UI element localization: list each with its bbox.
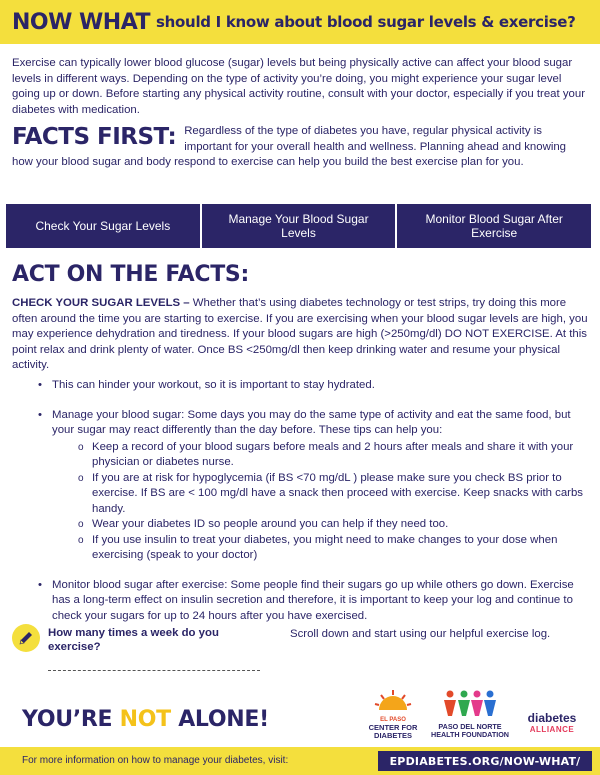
check-sugar-text: Whether that’s using diabetes technology or test strips, try doing this more often around the time you are starting to exercise. If you are exercising when your blood sugar levels are high, you may experience dehydration and tiredness. If your blood sugars are high (>250mg/dl) DO NOT EXERCISE. At this point relax and drink plenty of water. Once BS <250mg/dl then keep drinking water and resume your physical activity.	[12, 297, 588, 371]
logo-alliance-sub: ALLIANCE	[529, 725, 575, 734]
facts-first-text: Regardless of the type of diabetes you have, regular physical activity is important for your overall health and wellness. Planning ahead and knowing how your blood sugar and body respond to exercise can help you build the best exercise plan for you.	[12, 125, 567, 168]
list-item: o If you are at risk for hypoglycemia (if BS <70 mg/dL ) please make sure you check BS prior to exercise. If BS are < 100 mg/dl have a snack then proceed with exercise. Keep snacks with carbs handy.	[78, 471, 586, 518]
logo-center-top: EL PASO	[380, 717, 406, 723]
not-alone-part1: YOU’RE	[22, 707, 120, 732]
tab-check-sugar-levels[interactable]: Check Your Sugar Levels	[6, 204, 200, 248]
not-alone-heading	[22, 707, 269, 732]
manage-tips-list	[78, 440, 586, 564]
manage-text: Manage your blood sugar: Some days you may do the same type of activity and eat the same food, but your sugar may react differently than the day before. These tips can help you:	[52, 408, 571, 436]
tab-monitor-after-exercise[interactable]: Monitor Blood Sugar After Exercise	[397, 204, 591, 248]
not-alone-part2: NOT	[119, 707, 171, 732]
not-alone-part3: ALONE!	[170, 707, 269, 732]
website-link[interactable]: EPDIABETES.ORG/NOW-WHAT/	[378, 751, 592, 771]
list-item: o Wear your diabetes ID so people around you can help if they need too.	[78, 517, 586, 533]
logo-foundation-line1: PASO DEL NORTE	[438, 722, 502, 731]
sun-icon	[373, 688, 413, 712]
scroll-note: Scroll down and start using our helpful exercise log.	[290, 628, 551, 640]
diabetes-alliance-logo	[516, 712, 588, 734]
paso-del-norte-logo	[430, 688, 510, 740]
list-item	[38, 578, 586, 625]
list-item	[38, 408, 586, 564]
section-tabs	[6, 204, 591, 248]
el-paso-center-logo	[362, 688, 424, 740]
page-footer	[0, 747, 600, 775]
act-on-facts-title: ACT ON THE FACTS:	[12, 262, 249, 287]
logo-foundation-line2: HEALTH FOUNDATION	[431, 730, 509, 739]
page-header	[0, 0, 600, 44]
intro-paragraph: Exercise can typically lower blood glucose (sugar) levels but being physically active can affect your blood sugar levels in different ways. Depending on the type of activity you’re doing, you might experience your sugar level going up or down. Before starting any physical activity routine, consult with your doctor, especially if you treat your diabetes with medication.	[12, 57, 585, 116]
header-subtitle: should I know about blood sugar levels & exercise?	[156, 13, 576, 31]
logo-center-mid: CENTER FOR	[368, 723, 418, 732]
tab-manage-blood-sugar[interactable]: Manage Your Blood Sugar Levels	[202, 204, 396, 248]
facts-first-section	[12, 124, 588, 171]
check-sugar-lead: CHECK YOUR SUGAR LEVELS –	[12, 297, 190, 309]
logo-alliance-main: diabetes	[527, 711, 577, 725]
monitor-text: Monitor blood sugar after exercise: Some people find their sugars go up while others go down. Exercise has a long-term effect on insulin secretion and therefore, it is important to keep your log and continue to check your sugars for up to 24 hours after you have exercised.	[52, 578, 574, 622]
hydrate-text: This can hinder your workout, so it is important to stay hydrated.	[52, 379, 375, 391]
logo-center-bottom: DIABETES	[374, 731, 412, 740]
check-sugar-paragraph	[12, 296, 588, 374]
header-highlight: NOW WHAT	[12, 9, 151, 35]
list-item: o If you use insulin to treat your diabetes, you might need to make changes to your dose when exercising (speak to your doctor)	[78, 533, 586, 564]
facts-first-title: FACTS FIRST:	[12, 124, 177, 150]
tips-list	[38, 378, 586, 638]
footer-text: For more information on how to manage your diabetes, visit:	[22, 755, 289, 766]
list-item: o Keep a record of your blood sugars before meals and 2 hours after meals and share it with your physician or diabetes nurse.	[78, 440, 586, 471]
list-item	[38, 378, 586, 394]
exercise-question: How many times a week do you exercise?	[48, 627, 219, 653]
answer-line[interactable]	[48, 670, 260, 671]
pencil-icon	[12, 624, 40, 652]
people-icon	[442, 688, 498, 718]
